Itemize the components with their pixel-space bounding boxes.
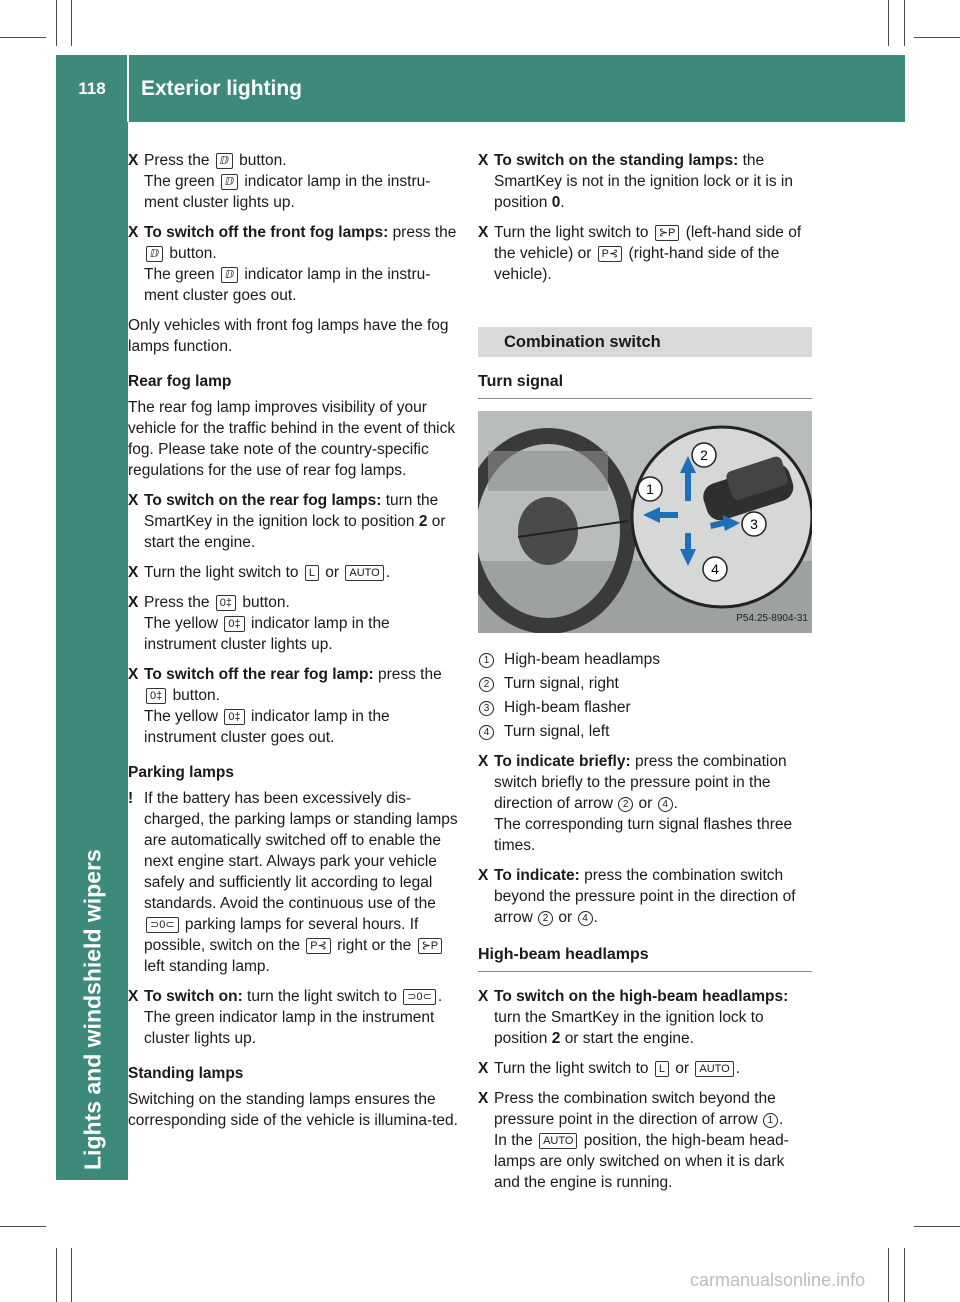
- paragraph: The rear fog lamp improves visibility of your vehicle for the traffic behind in the event of thick fog. Please take note of the country-specific regulations for the use of rear fog lamps.: [128, 399, 456, 479]
- right-column: [478, 150, 812, 1202]
- front-fog-lamp-icon: ⅅ: [221, 267, 238, 283]
- auto-icon: AUTO: [539, 1133, 577, 1149]
- left-standing-lamp-icon: ⊱P: [655, 225, 680, 241]
- legend-item: 2 Turn signal, right: [478, 673, 812, 694]
- left-column: [128, 150, 461, 1140]
- subheading: Standing lamps: [128, 1065, 244, 1082]
- crop-mark: [0, 1226, 46, 1227]
- page-number: 118: [78, 78, 106, 98]
- callout-number: 1: [479, 653, 494, 668]
- step: X To switch on the standing lamps: the SmartKey is not in the ignition lock or it is in position 0.: [478, 152, 793, 211]
- callout-number: 2: [479, 677, 494, 692]
- figure-label: 2: [700, 447, 708, 463]
- legend-item: 4 Turn signal, left: [478, 721, 812, 742]
- step: X Turn the light switch to ⊱P (left-hand side of the vehicle) or P⊰ (right-hand side of the vehicle).: [478, 224, 802, 283]
- callout-number: 4: [578, 911, 593, 926]
- front-fog-lamp-icon: ⅅ: [146, 246, 163, 262]
- rear-fog-lamp-icon: 0‡: [216, 595, 236, 611]
- combination-switch-figure: [478, 411, 812, 633]
- chapter-tab-label: Lights and windshield wipers: [79, 849, 106, 1170]
- footer-watermark: carmanualsonline.info: [690, 1270, 866, 1290]
- step-marker: X: [128, 224, 139, 241]
- front-fog-lamp-icon: ⅅ: [216, 153, 233, 169]
- step-marker: X: [478, 988, 489, 1005]
- step: X To switch off the front fog lamps: press the ⅅ button. The green ⅅ indicator lamp in the instru-ment cluster goes out.: [128, 224, 457, 304]
- rear-fog-lamp-icon: 0‡: [224, 616, 244, 632]
- crop-mark: [904, 1248, 905, 1302]
- step-marker: X: [478, 867, 489, 884]
- figure-label: 1: [646, 481, 654, 497]
- callout-number: 1: [763, 1113, 778, 1128]
- subheading: Parking lamps: [128, 764, 234, 781]
- header-divider: [127, 55, 129, 122]
- subheading: Turn signal: [478, 371, 812, 399]
- step: X Press the combination switch beyond the pressure point in the direction of arrow 1 . In the AUTO position, the high-beam head-lamps are only switched on when it is dark and the engine is running.: [478, 1090, 789, 1191]
- step-marker: X: [478, 753, 489, 770]
- paragraph: Switching on the standing lamps ensures the corresponding side of the vehicle is illumina-ted.: [128, 1091, 458, 1129]
- parking-lamp-icon: ⊃0⊂: [403, 989, 436, 1005]
- step-marker: X: [128, 492, 139, 509]
- right-standing-lamp-icon: P⊰: [598, 246, 623, 262]
- low-beam-icon: L: [655, 1061, 669, 1077]
- step: X To switch off the rear fog lamp: press the 0‡ button. The yellow 0‡ indicator lamp in the instrument cluster goes out.: [128, 666, 442, 746]
- figure-label: 3: [750, 516, 758, 532]
- step-marker: X: [128, 594, 139, 611]
- figure-reference: P54.25-8904-31: [736, 613, 808, 624]
- subheading: High-beam headlamps: [478, 944, 812, 972]
- step-marker: X: [128, 988, 139, 1005]
- step: X Press the 0‡ button. The yellow 0‡ indicator lamp in the instrument cluster lights up.: [128, 594, 390, 653]
- crop-mark: [914, 37, 960, 38]
- parking-lamp-icon: ⊃0⊂: [146, 917, 179, 933]
- crop-mark: [888, 1248, 889, 1302]
- step-marker: X: [128, 666, 139, 683]
- auto-icon: AUTO: [695, 1061, 733, 1077]
- warning-icon: !: [128, 790, 134, 807]
- crop-mark: [56, 0, 57, 46]
- step-marker: X: [128, 152, 139, 169]
- callout-number: 4: [658, 797, 673, 812]
- auto-icon: AUTO: [345, 565, 383, 581]
- rear-fog-lamp-icon: 0‡: [224, 709, 244, 725]
- step-marker: X: [478, 152, 489, 169]
- callout-number: 2: [538, 911, 553, 926]
- step: X To switch on: turn the light switch to ⊃0⊂ . The green indicator lamp in the instrument cluster lights up.: [128, 988, 443, 1047]
- step: X To indicate briefly: press the combination switch briefly to the pressure point in the direction of arrow 2 or 4 . The corresponding turn signal flashes three times.: [478, 753, 793, 854]
- step: X Press the ⅅ button. The green ⅅ indicator lamp in the instru-ment cluster lights up.: [128, 152, 431, 211]
- combination-switch-illustration: [478, 411, 812, 633]
- section-heading: Combination switch: [478, 327, 812, 357]
- step-marker: X: [478, 224, 489, 241]
- step: X To switch on the high-beam headlamps: turn the SmartKey in the ignition lock to position 2 or start the engine.: [478, 988, 789, 1047]
- step-marker: X: [478, 1060, 489, 1077]
- figure-legend: [478, 649, 812, 742]
- front-fog-lamp-icon: ⅅ: [221, 174, 238, 190]
- rear-fog-lamp-icon: 0‡: [146, 688, 166, 704]
- callout-number: 3: [479, 701, 494, 716]
- callout-number: 2: [618, 797, 633, 812]
- crop-mark: [71, 1248, 72, 1302]
- warning-note: ! If the battery has been excessively dis-charged, the parking lamps or standing lamps are automatically switched off to enable the next engine start. Always park your vehicle safely and sufficiently lit according to legal standards. Avoid the continuous use of the ⊃0⊂ parking lamps for several hours. If possible, switch on the P⊰ right or the ⊱P left standing lamp.: [128, 790, 458, 975]
- paragraph: Only vehicles with front fog lamps have the fog lamps function.: [128, 317, 449, 355]
- step-marker: X: [478, 1090, 489, 1107]
- crop-mark: [71, 0, 72, 46]
- crop-mark: [888, 0, 889, 46]
- crop-mark: [0, 37, 46, 38]
- legend-item: 3 High-beam flasher: [478, 697, 812, 718]
- crop-mark: [904, 0, 905, 46]
- step: X Turn the light switch to L or AUTO .: [478, 1060, 741, 1077]
- crop-mark: [914, 1226, 960, 1227]
- step: X To switch on the rear fog lamps: turn the SmartKey in the ignition lock to position 2 or start the engine.: [128, 492, 446, 551]
- step: X Turn the light switch to L or AUTO .: [128, 564, 391, 581]
- page-title: Exterior lighting: [141, 76, 303, 100]
- legend-item: 1 High-beam headlamps: [478, 649, 812, 670]
- step: X To indicate: press the combination switch beyond the pressure point in the direction of arrow 2 or 4 .: [478, 867, 796, 926]
- step-marker: X: [128, 564, 139, 581]
- crop-mark: [56, 1248, 57, 1302]
- figure-label: 4: [711, 561, 719, 577]
- callout-number: 4: [479, 725, 494, 740]
- subheading: Rear fog lamp: [128, 373, 232, 390]
- right-standing-lamp-icon: P⊰: [306, 938, 331, 954]
- left-standing-lamp-icon: ⊱P: [418, 938, 443, 954]
- low-beam-icon: L: [305, 565, 319, 581]
